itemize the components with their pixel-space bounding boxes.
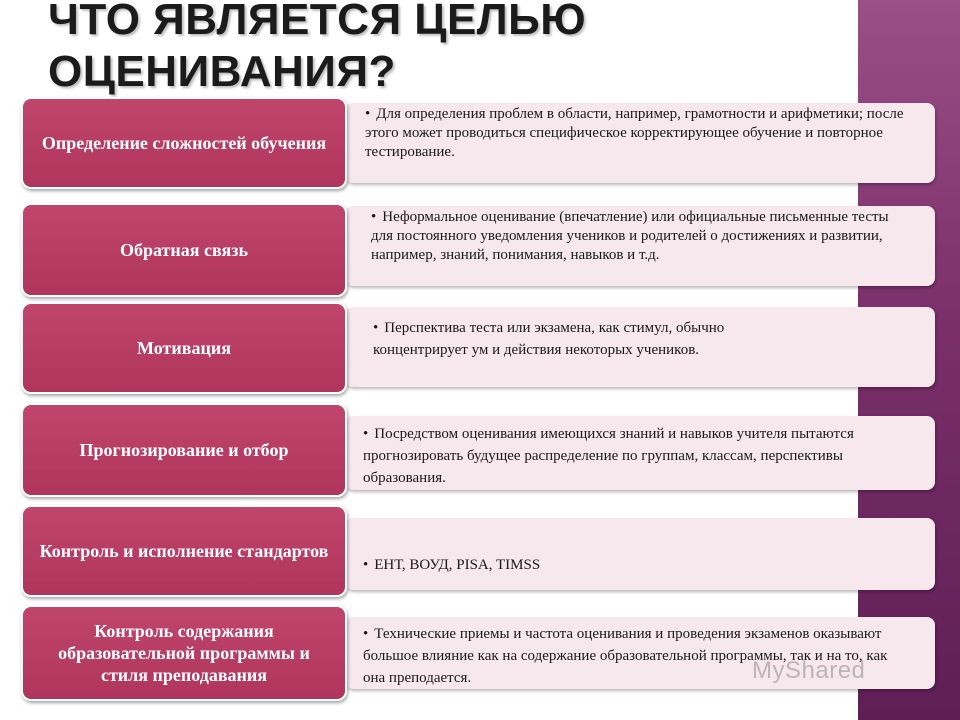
purpose-description xyxy=(371,208,903,265)
purpose-description-text: Для определения проблем в области, например, грамотности и арифметики; после этого может проводиться специфическое корректирующее обучение и повторное тестирование. xyxy=(365,106,904,160)
bullet: • xyxy=(365,106,371,122)
purpose-description-text: ЕНТ, ВОУД, PISA, TIMSS xyxy=(374,557,541,573)
purpose-label: Мотивация xyxy=(137,338,231,358)
purpose-description-box xyxy=(345,307,935,387)
purpose-label-box xyxy=(21,505,347,597)
purpose-label: Контроль и исполнение стандартов xyxy=(39,541,329,561)
purpose-label-box xyxy=(21,302,347,394)
purpose-description-box xyxy=(345,103,935,183)
purpose-label-box xyxy=(21,203,347,297)
purpose-description-text: Технические приемы и частота оценивания и проведения экзаменов оказывают большое влияние как на содержание образовательной программы, так и на то, как она преподается. xyxy=(363,626,888,686)
purpose-label: Определение сложностей обучения xyxy=(41,133,327,153)
purpose-description-box xyxy=(345,416,935,490)
purpose-description-text: Перспектива теста или экзамена, как стимул, обычно концентрирует ум и действия некоторых учеников. xyxy=(373,320,725,358)
bullet: • xyxy=(371,209,377,225)
purpose-label: Прогнозирование и отбор xyxy=(79,440,289,460)
bullet: • xyxy=(363,426,369,442)
bullet: • xyxy=(373,320,379,336)
purpose-label: Контроль содержания образовательной программы и стиля преподавания xyxy=(58,621,310,685)
purpose-description-box xyxy=(345,518,935,590)
purpose-label-box xyxy=(21,403,347,497)
page-title-line-1: ЧТО ЯВЛЯЕТСЯ ЦЕЛЬЮ xyxy=(48,0,587,44)
watermark: MyShared xyxy=(752,657,866,684)
purpose-label-box xyxy=(21,605,347,701)
purpose-description xyxy=(365,105,925,162)
purpose-description xyxy=(363,556,923,575)
bullet: • xyxy=(363,626,369,642)
purpose-description-text: Посредством оценивания имеющихся знаний и навыков учителя пытаются прогнозировать будущее распределение по группам, классам, перспективы образования. xyxy=(363,426,854,486)
purpose-description xyxy=(373,317,813,361)
page-title-line-2: ОЦЕНИВАНИЯ? xyxy=(48,47,396,96)
purpose-description-text: Неформальное оценивание (впечатление) или официальные письменные тесты для постоянного уведомления учеников и родителей о достижениях и развитии, например, знаний, понимания, навыков и т.д. xyxy=(371,209,889,263)
purpose-description xyxy=(363,423,923,489)
bullet: • xyxy=(363,557,369,573)
purpose-label-box xyxy=(21,97,347,189)
purpose-label: Обратная связь xyxy=(120,240,248,260)
page-title xyxy=(48,0,848,98)
purpose-description-box xyxy=(345,206,935,286)
